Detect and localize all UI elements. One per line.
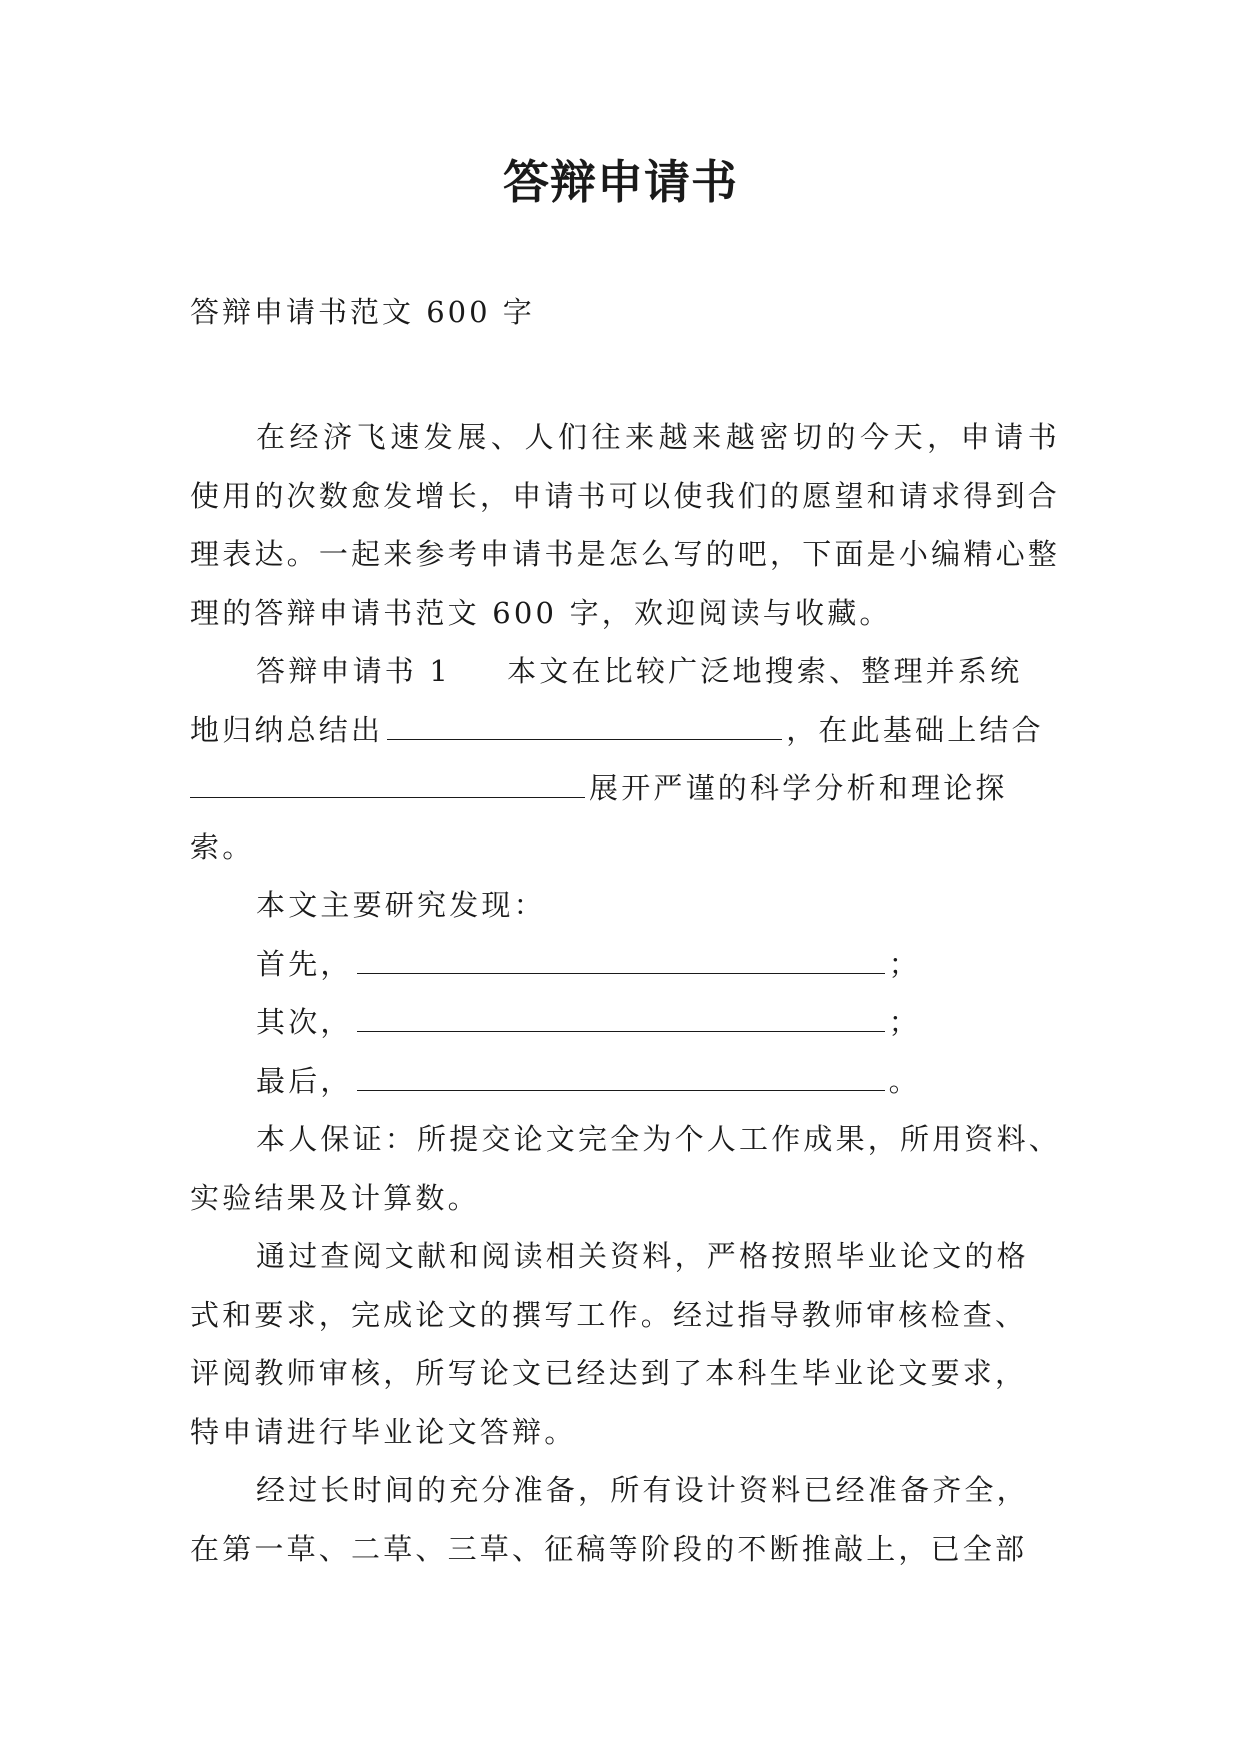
finding-first xyxy=(190,935,1060,994)
finding-first-label: 首先， xyxy=(256,946,353,981)
fill-in-blank[interactable] xyxy=(357,1089,885,1091)
section1-line3 xyxy=(190,759,1060,818)
finding-second xyxy=(190,993,1060,1052)
guarantee-paragraph xyxy=(190,1110,1060,1227)
section1-line1 xyxy=(190,642,1060,701)
review-line4: 特申请进行毕业论文答辩。 xyxy=(190,1414,577,1449)
prep-line2: 在第一草、二草、三草、征稿等阶段的不断推敲上，已全部 xyxy=(190,1531,1028,1566)
document-subtitle: 答辩申请书范文 600 字 xyxy=(190,295,535,329)
fill-in-blank[interactable] xyxy=(387,738,782,740)
guarantee-line1: 本人保证：所提交论文完全为个人工作成果，所用资料、 xyxy=(256,1122,1062,1156)
review-line1: 通过查阅文献和阅读相关资料，严格按照毕业论文的格 xyxy=(256,1239,1029,1273)
finding-last xyxy=(190,1052,1060,1111)
findings-lead: 本文主要研究发现： xyxy=(256,888,546,922)
finding-first-end: ； xyxy=(888,946,921,981)
section1-line2 xyxy=(190,701,1060,760)
section1-text-d: 展开严谨的科学分析和理论探 xyxy=(589,771,1008,805)
fill-in-blank[interactable] xyxy=(357,972,885,974)
preparation-paragraph xyxy=(190,1461,1060,1578)
prep-line1: 经过长时间的充分准备，所有设计资料已经准备齐全， xyxy=(256,1473,1029,1507)
review-line2: 式和要求，完成论文的撰写工作。经过指导教师审核检查、 xyxy=(190,1297,1028,1332)
intro-paragraph: 在经济飞速发展、人们往来越来越密切的今天，申请书使用的次数愈发增长，申请书可以使我们的愿望和请求得到合理表达。一起来参考申请书是怎么写的吧，下面是小编精心整理的答辩申请书范文 600 字，欢迎阅读与收藏。 xyxy=(190,420,1060,630)
guarantee-line2: 实验结果及计算数。 xyxy=(190,1180,480,1215)
fill-in-blank[interactable] xyxy=(357,1030,885,1032)
fill-in-blank[interactable] xyxy=(190,796,585,798)
section1-text-a: 本文在比较广泛地搜索、整理并系统 xyxy=(507,654,1023,688)
section1-paragraph xyxy=(190,642,1060,876)
finding-last-end: 。 xyxy=(888,1063,921,1098)
document-title: 答辩申请书 xyxy=(503,155,738,209)
section1-text-b: 地归纳总结出 xyxy=(190,712,384,747)
finding-second-end: ； xyxy=(888,1005,921,1039)
section1-text-c: ，在此基础上结合 xyxy=(786,712,1044,747)
findings-block xyxy=(190,876,1060,1110)
review-paragraph xyxy=(190,1227,1060,1461)
review-line3: 评阅教师审核，所写论文已经达到了本科生毕业论文要求， xyxy=(190,1356,1028,1390)
document-body xyxy=(190,408,1060,1578)
section1-text-e: 索。 xyxy=(190,829,255,864)
finding-second-label: 其次， xyxy=(256,1005,353,1039)
section1-line4 xyxy=(190,818,1060,877)
finding-last-label: 最后， xyxy=(256,1063,353,1098)
section1-heading: 答辩申请书 1 xyxy=(256,654,452,688)
